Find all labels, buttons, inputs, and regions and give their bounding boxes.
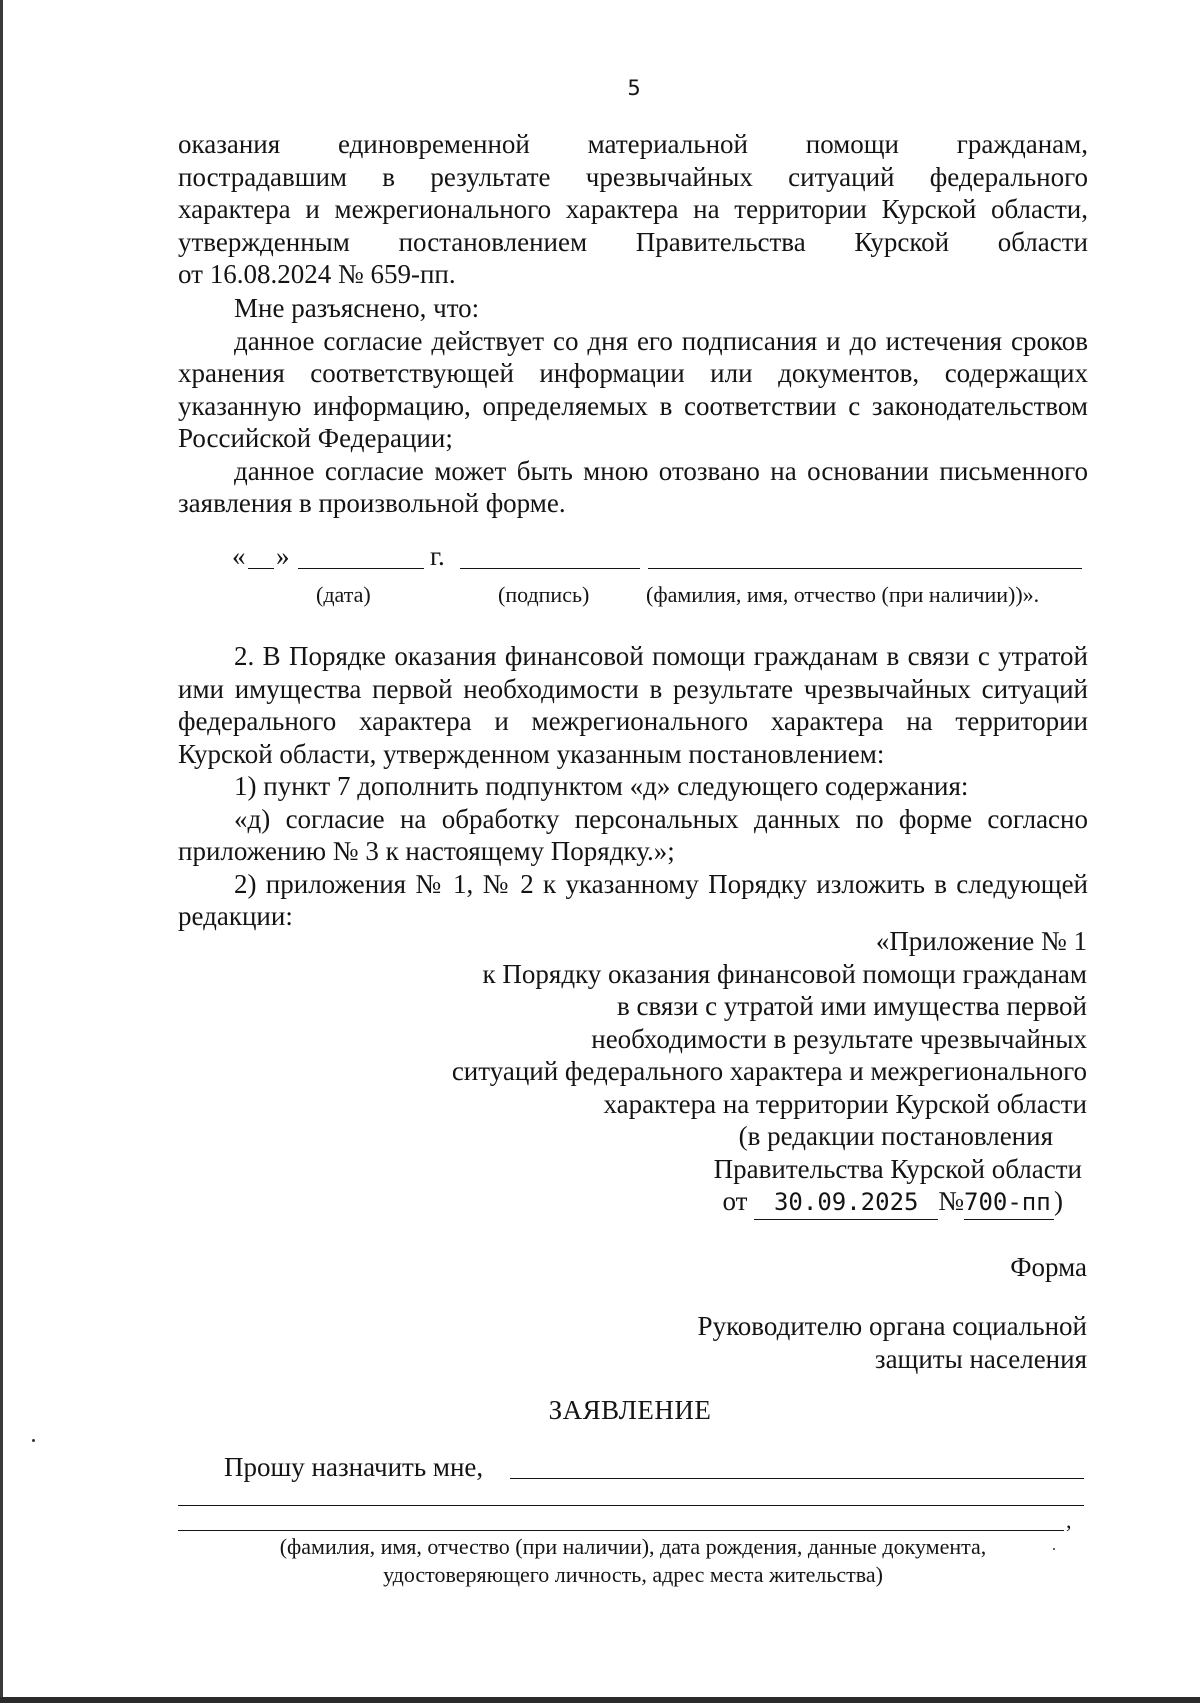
- caption-line: удостоверяющего личность, адрес места жительства): [383, 1562, 883, 1587]
- number-sign: №: [938, 1186, 964, 1216]
- explanation-block: [178, 292, 1088, 520]
- item-1: 1) пункт 7 дополнить подпунктом «д» следующего содержания:: [234, 771, 969, 801]
- day-blank: [248, 568, 274, 569]
- appendix-line: Правительства Курской области: [713, 1153, 1082, 1184]
- resolution-number: 700-пп: [964, 1186, 1054, 1220]
- addressee-line: защиты населения: [874, 1344, 1087, 1374]
- personal-data-caption: [178, 1533, 1088, 1589]
- applicant-blank-3: [178, 1530, 1064, 1531]
- addressee-line: Руководителю органа социальной: [697, 1311, 1087, 1341]
- appendix-line: (в редакции постановления: [738, 1121, 1053, 1151]
- intro-line: оказания единовременной материальной помощи гражданам,: [178, 129, 1088, 159]
- appendix-line: необходимости в результате чрезвычайных: [591, 1023, 1087, 1054]
- statement-title: ЗАЯВЛЕНИЕ: [548, 1395, 712, 1425]
- intro-line: пострадавшим в результате чрезвычайных ситуаций федерального: [178, 161, 1088, 192]
- applicant-blank-1: [510, 1478, 1084, 1479]
- clause-revoke: данное согласие может быть мною отозвано на основании письменного заявления в произвольной форме.: [178, 455, 1088, 518]
- appendix-line: к Порядку оказания финансовой помощи гражданам: [482, 958, 1087, 989]
- intro-line: от 16.08.2024 № 659-пп.: [178, 259, 456, 289]
- request-text: Прошу назначить мне,: [224, 1452, 484, 1482]
- close-quote: »: [276, 541, 290, 571]
- name-caption: (фамилия, имя, отчество (при наличии))».: [646, 582, 1040, 607]
- appendix-header: [452, 925, 1087, 1220]
- scan-edge-bottom: [0, 1697, 1200, 1703]
- from-prefix: от: [722, 1186, 748, 1216]
- resolution-ref: [452, 1185, 1087, 1220]
- page-number: 5: [627, 76, 641, 100]
- form-label: Форма: [1010, 1252, 1087, 1282]
- signature-caption: (подпись): [498, 582, 590, 607]
- signature-blank: [460, 568, 640, 569]
- section-2-text: 2. В Порядке оказания финансовой помощи гражданам в связи с утратой ими имущества первой необходимости в результате чрезвычайных ситуаций федерального характера и межрегионального характера на территории Курской области, утвержденном указанным постановлением:: [178, 641, 1088, 769]
- appendix-line: «Приложение № 1: [875, 926, 1087, 956]
- item-d: «д) согласие на обработку персональных данных по форме согласно приложению № 3 к настоящему Порядку.»;: [178, 803, 1088, 866]
- resolution-date: 30.09.2025: [754, 1186, 938, 1220]
- clause-validity: данное согласие действует со дня его подписания и до истечения сроков хранения соответствующей информации или документов, содержащих указанную информацию, определяемых в соответствии с законодательством Российской Федерации;: [178, 325, 1088, 453]
- appendix-line: ситуаций федерального характера и межрегионального: [451, 1056, 1087, 1086]
- applicant-blank-2: [178, 1505, 1084, 1506]
- month-blank: [298, 568, 424, 569]
- appendix-line: характера на территории Курской области: [603, 1088, 1087, 1119]
- intro-line: утвержденным постановлением Правительства Курской области: [178, 226, 1088, 257]
- item-2: 2) приложения № 1, № 2 к указанному Порядку изложить в следующей редакции:: [178, 868, 1088, 931]
- year-mark: г.: [430, 541, 445, 571]
- scan-speck: [32, 1439, 35, 1442]
- date-caption: (дата): [316, 582, 371, 607]
- scan-edge-left: [0, 0, 3, 1703]
- appendix-line: в связи с утратой ими имущества первой: [616, 991, 1087, 1021]
- signature-row: [0, 541, 1200, 581]
- addressee: [698, 1310, 1087, 1376]
- open-quote: «: [232, 541, 246, 571]
- caption-line: (фамилия, имя, отчество (при наличии), дата рождения, данные документа,: [279, 1534, 987, 1559]
- intro-line: характера и межрегионального характера на территории Курской области,: [178, 194, 1088, 224]
- close-paren: ): [1054, 1186, 1063, 1216]
- section-2: [178, 640, 1088, 933]
- name-blank: [648, 568, 1082, 569]
- trailing-comma: ,: [1066, 1508, 1072, 1533]
- explained-heading: Мне разъяснено, что:: [234, 293, 480, 323]
- intro-paragraph: [178, 128, 1088, 291]
